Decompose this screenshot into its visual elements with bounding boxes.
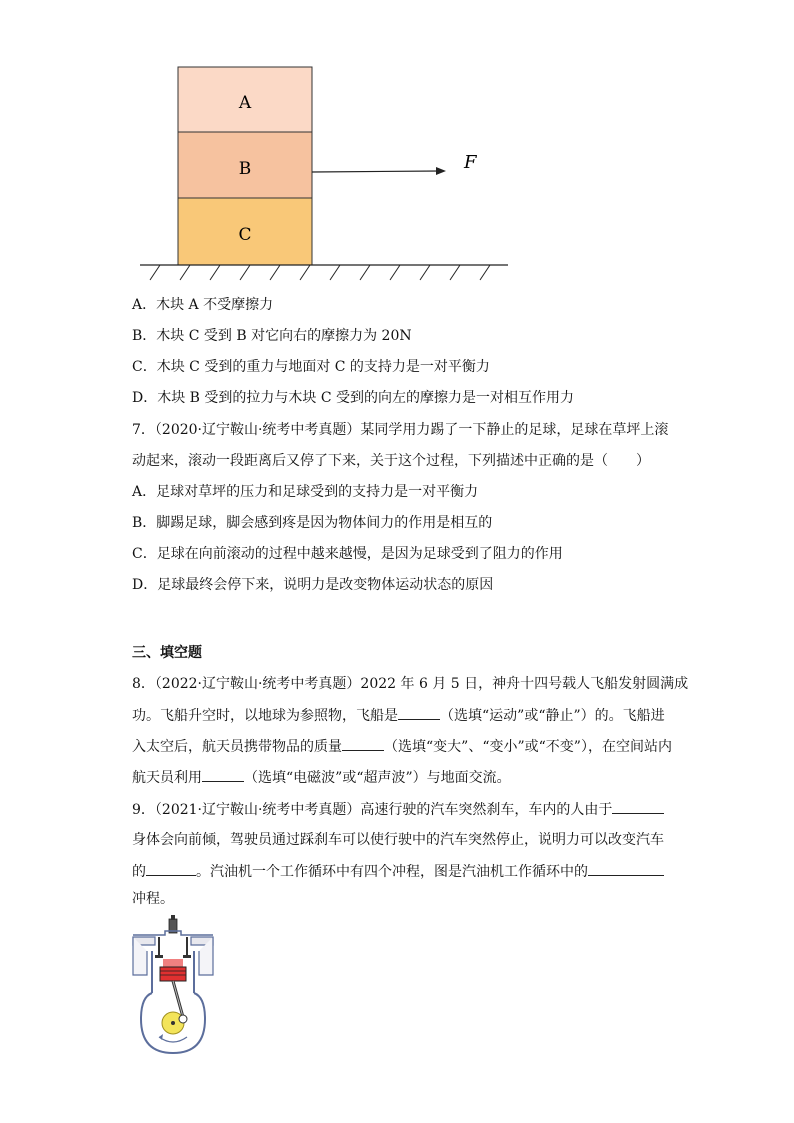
q9-line1-text: 9．（2021·辽宁鞍山·统考中考真题）高速行驶的汽车突然刹车，车内的人由于 [132, 802, 613, 818]
block-b-label: B [238, 159, 252, 179]
compressed-gas [163, 959, 183, 967]
block-a-label: A [238, 93, 252, 113]
q9-line2: 身体会向前倾，驾驶员通过踩刹车可以使行驶中的汽车突然停止，说明力可以改变汽车 [132, 832, 664, 848]
q7-option-d: D．足球最终会停下来，说明力是改变物体运动状态的原因 [132, 577, 494, 593]
q8-blank-3[interactable] [202, 767, 244, 782]
q8-line3 [132, 736, 672, 757]
q8-line1: 8．（2022·辽宁鞍山·统考中考真题）2022 年 6 月 5 日，神舟十四号载人飞船发射圆满成 [132, 676, 689, 692]
q8-line3-text-a: 入太空后，航天员携带物品的质量 [132, 739, 342, 755]
q6-option-a: A．木块 A 不受摩擦力 [132, 297, 274, 313]
q7-stem-line2: 动起来，滚动一段距离后又停了下来，关于这个过程，下列描述中正确的是（ ） [132, 453, 650, 469]
piston [160, 967, 186, 981]
q9-line4: 冲程。 [132, 891, 174, 907]
q8-line4-text-b: （选填“电磁波”或“超声波”）与地面交流。 [244, 770, 511, 786]
q8-line4-text-a: 航天员利用 [132, 770, 202, 786]
ground-hatching [150, 265, 490, 280]
q6-option-b: B．木块 C 受到 B 对它向右的摩擦力为 20N [132, 328, 412, 344]
q8-blank-1[interactable] [398, 705, 440, 720]
force-arrowhead [436, 167, 446, 175]
q9-blank-1[interactable] [612, 799, 664, 814]
block-c-label: C [238, 225, 252, 245]
q9-blank-2[interactable] [146, 861, 196, 876]
q7-option-b: B．脚踢足球，脚会感到疼是因为物体间力的作用是相互的 [132, 515, 493, 531]
q8-line2 [132, 705, 665, 726]
force-label: F [464, 152, 477, 173]
q7-option-a: A．足球对草坪的压力和足球受到的支持力是一对平衡力 [132, 484, 479, 500]
q9-line3-text-b: 。汽油机一个工作循环中有四个冲程，图是汽油机工作循环中的 [196, 864, 588, 880]
q6-option-d: D．木块 B 受到的拉力与木块 C 受到的向左的摩擦力是一对相互作用力 [132, 390, 575, 406]
q6-option-c: C．木块 C 受到的重力与地面对 C 的支持力是一对平衡力 [132, 359, 490, 375]
blocks-force-diagram [130, 60, 530, 290]
q7-option-c: C．足球在向前滚动的过程中越来越慢，是因为足球受到了阻力的作用 [132, 546, 563, 562]
q8-line3-text-b: （选填“变大”、“变小”或“不变”），在空间站内 [384, 739, 672, 755]
engine-stroke-diagram [125, 915, 225, 1060]
q8-blank-2[interactable] [342, 736, 384, 751]
q8-line2-text-b: （选填“运动”或“静止”）的。飞船进 [440, 708, 665, 724]
q8-line2-text-a: 功。飞船升空时，以地球为参照物，飞船是 [132, 708, 398, 724]
q9-line3-text-a: 的 [132, 864, 146, 880]
q9-line3 [132, 861, 664, 882]
q7-stem-line1: 7．（2020·辽宁鞍山·统考中考真题）某同学用力踢了一下静止的足球，足球在草坪上滚 [132, 422, 669, 438]
section-heading: 三、填空题 [132, 645, 202, 661]
q8-line4 [132, 767, 511, 788]
q9-line1 [132, 799, 664, 820]
q9-blank-3[interactable] [588, 861, 664, 876]
force-arrow [312, 171, 440, 172]
